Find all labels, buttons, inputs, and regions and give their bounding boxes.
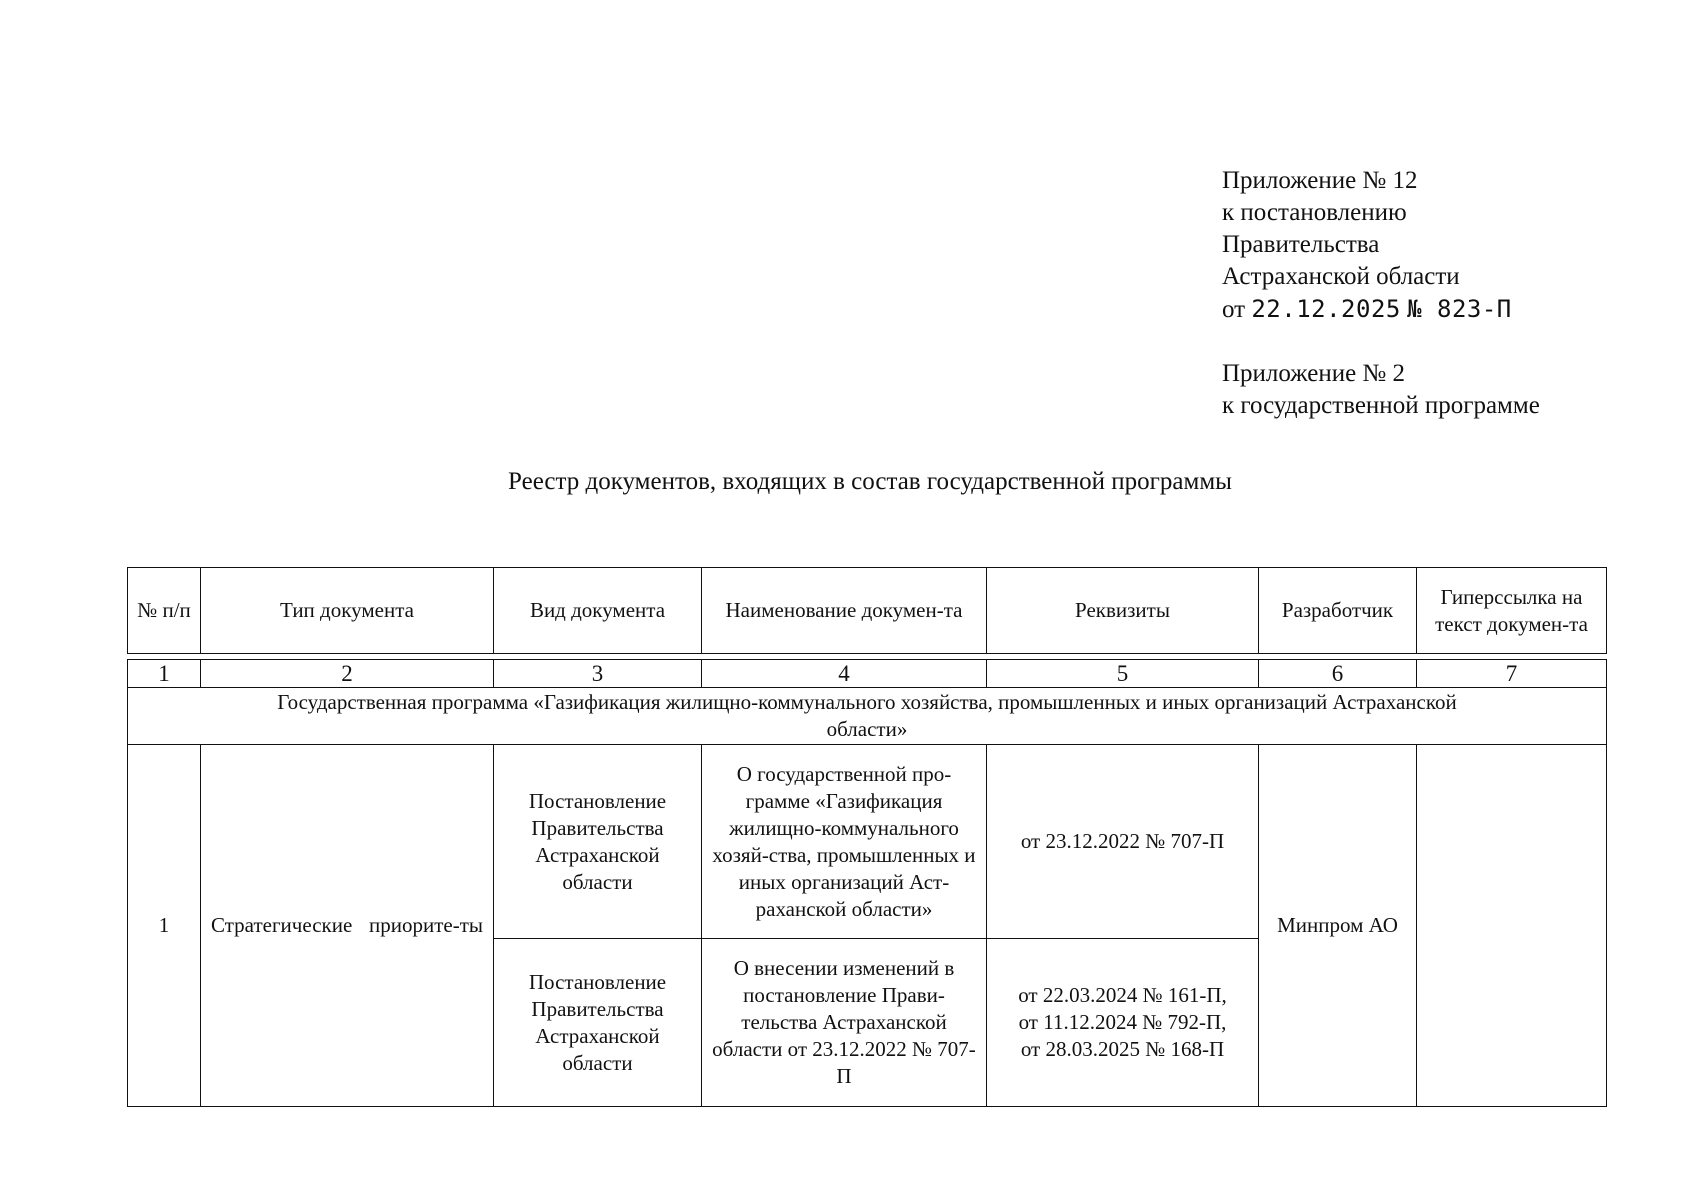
appendix-12-line3: Правительства <box>1222 231 1380 258</box>
appendix-12-date-line <box>1222 293 1512 326</box>
date-prefix: от <box>1222 296 1246 323</box>
appendix-2-line2: к государственной программе <box>1222 392 1540 419</box>
column-number: 5 <box>987 660 1259 688</box>
table-header <box>127 567 1607 654</box>
document-title: Реестр документов, входящих в состав государственной программы <box>508 468 1232 495</box>
appendix-2-title: Приложение № 2 <box>1222 360 1406 387</box>
column-number: 1 <box>128 660 201 688</box>
row-doc-kind: Постановление Правительства Астраханской области <box>494 939 702 1107</box>
program-row <box>128 688 1607 745</box>
column-number: 2 <box>201 660 494 688</box>
appendix-2-block <box>1222 358 1540 422</box>
appendix-12-block <box>1222 165 1512 326</box>
row-doc-name: О государственной про-грамме «Газификация жилищно-коммунального хозяй-ства, промышленных и иных организаций Аст-раханской области» <box>702 745 987 939</box>
table-row <box>128 745 1607 939</box>
header-num: № п/п <box>128 568 201 654</box>
appendix-12-line4: Астраханской области <box>1222 263 1460 290</box>
column-number: 4 <box>702 660 987 688</box>
amendment-detail: от 28.03.2025 № 168-П <box>1020 1037 1225 1061</box>
row-details: от 23.12.2022 № 707-П <box>987 745 1259 939</box>
program-name: Государственная программа «Газификация жилищно-коммунального хозяйства, промышленных и иных организаций Астраханской области» <box>128 688 1607 745</box>
amendment-detail: от 11.12.2024 № 792-П, <box>1018 1010 1227 1034</box>
column-number: 6 <box>1259 660 1417 688</box>
appendix-12-title: Приложение № 12 <box>1222 167 1418 194</box>
row-link <box>1417 745 1607 1107</box>
decree-date: 22.12.2025 <box>1251 295 1401 323</box>
row-doc-kind: Постановление Правительства Астраханской области <box>494 745 702 939</box>
column-number: 7 <box>1417 660 1607 688</box>
row-number: 1 <box>128 745 201 1107</box>
header-details: Реквизиты <box>987 568 1259 654</box>
decree-number: № 823-П <box>1407 295 1512 323</box>
header-doc-name: Наименование докумен-та <box>702 568 987 654</box>
column-number-row <box>128 660 1607 688</box>
row-doc-type: Стратегические приорите-ты <box>201 745 494 1107</box>
column-number: 3 <box>494 660 702 688</box>
header-link: Гиперссылка на текст докумен-та <box>1417 568 1607 654</box>
row-doc-name: О внесении изменений в постановление Прави-тельства Астраханской области от 23.12.2022 № 707-П <box>702 939 987 1107</box>
row-details <box>987 939 1259 1107</box>
header-developer: Разработчик <box>1259 568 1417 654</box>
appendix-12-line2: к постановлению <box>1222 199 1407 226</box>
amendment-detail: от 22.03.2024 № 161-П, <box>1018 983 1227 1007</box>
row-developer: Минпром АО <box>1259 745 1417 1107</box>
header-doc-kind: Вид документа <box>494 568 702 654</box>
table-body <box>127 659 1607 1107</box>
header-doc-type: Тип документа <box>201 568 494 654</box>
